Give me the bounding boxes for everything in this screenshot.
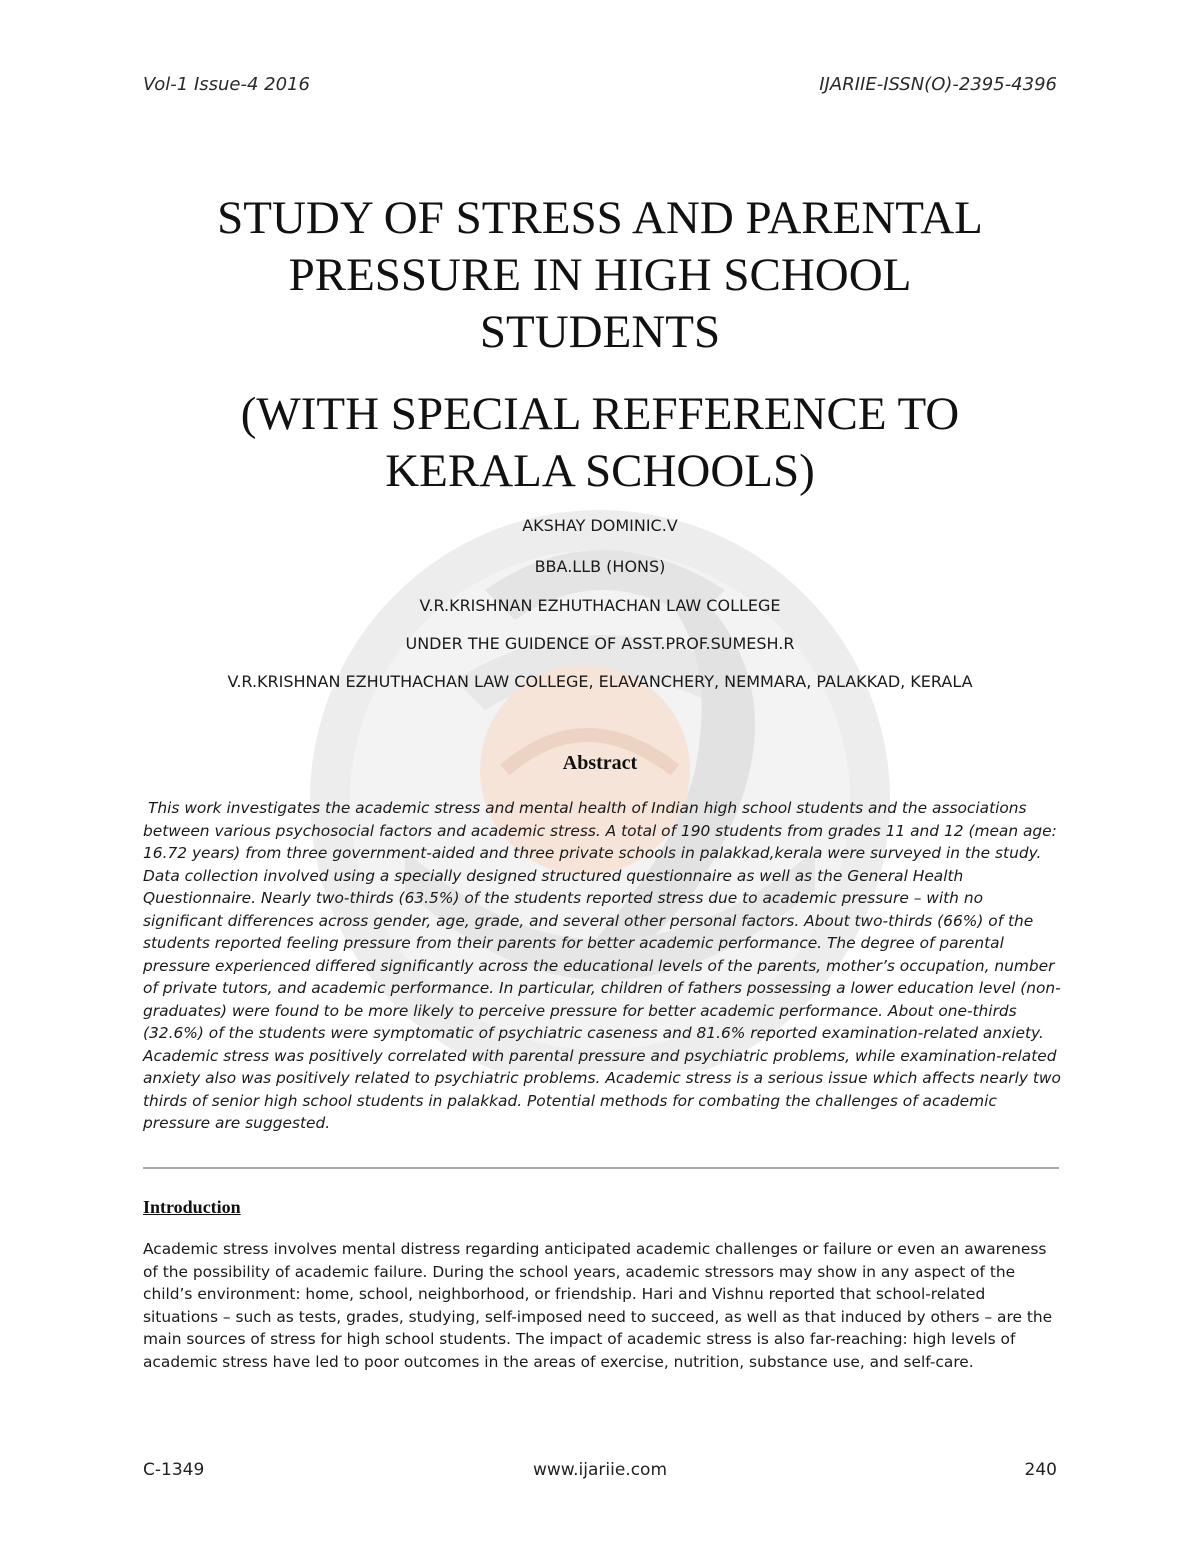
author-guidance: UNDER THE GUIDENCE OF ASST.PROF.SUMESH.R xyxy=(405,634,795,653)
author-degree: BBA.LLB (HONS) xyxy=(534,557,666,576)
paper-title-line: STUDY OF STRESS AND PARENTAL xyxy=(217,192,983,244)
section-divider xyxy=(143,1167,1059,1169)
author-college: V.R.KRISHNAN EZHUTHACHAN LAW COLLEGE xyxy=(419,596,781,615)
journal-volume-header: Vol-1 Issue-4 2016 xyxy=(143,74,310,95)
introduction-text: Academic stress involves mental distress regarding anticipated academic challenges or failure or even an awareness of the possibility of academic failure. During the school years, academic stressors may show in any aspect of the child’s environment: home, school, neighborhood, or friendship. Hari and Vishnu reported that school-related situations – such as tests, grades, studying, self-imposed need to succeed, as well as that induced by others – are the main sources of stress for high school students. The impact of academic stress is also far-reaching: high levels of academic stress have led to poor outcomes in the areas of exercise, nutrition, substance use, and self-care. xyxy=(143,1240,1053,1371)
abstract-heading: Abstract xyxy=(562,752,638,774)
paper-subtitle-line: KERALA SCHOOLS) xyxy=(385,445,815,497)
journal-issn-header: IJARIIE-ISSN(O)-2395-4396 xyxy=(819,74,1057,95)
footer-website-link[interactable]: www.ijariie.com xyxy=(532,1460,668,1480)
paper-title xyxy=(100,190,1100,361)
paper-title-line: STUDENTS xyxy=(479,306,721,358)
paper-subtitle-line: (WITH SPECIAL REFFERENCE TO xyxy=(240,388,960,440)
introduction-heading: Introduction xyxy=(143,1197,241,1217)
author-address: V.R.KRISHNAN EZHUTHACHAN LAW COLLEGE, ELAVANCHERY, NEMMARA, PALAKKAD, KERALA xyxy=(227,672,973,691)
author-name: AKSHAY DOMINIC.V xyxy=(522,516,678,535)
paper-subtitle xyxy=(100,386,1100,500)
footer-page-number: 240 xyxy=(1024,1460,1057,1480)
paper-title-line: PRESSURE IN HIGH SCHOOL xyxy=(288,249,912,301)
footer-paper-id: C-1349 xyxy=(143,1460,205,1480)
abstract-text: This work investigates the academic stress and mental health of Indian high school students and the associations between various psychosocial factors and academic stress. A total of 190 students from grades 11 and 12 (mean age: 16.72 years) from three government-aided and three private schools in palakkad,kerala were surveyed in the study. Data collection involved using a specially designed structured questionnaire as well as the General Health Questionnaire. Nearly two-thirds (63.5%) of the students reported stress due to academic pressure – with no significant differences across gender, age, grade, and several other personal factors. About two-thirds (66%) of the students reported feeling pressure from their parents for better academic performance. The degree of parental pressure experienced differed significantly across the educational levels of the parents, mother’s occupation, number of private tutors, and academic performance. In particular, children of fathers possessing a lower education level (non-graduates) were found to be more likely to perceive pressure for better academic performance. About one-thirds (32.6%) of the students were symptomatic of psychiatric caseness and 81.6% reported examination-related anxiety. Academic stress was positively correlated with parental pressure and psychiatric problems, while examination-related anxiety also was positively related to psychiatric problems. Academic stress is a serious issue which affects nearly two thirds of senior high school students in palakkad. Potential methods for combating the challenges of academic pressure are suggested. xyxy=(143,799,1061,1132)
